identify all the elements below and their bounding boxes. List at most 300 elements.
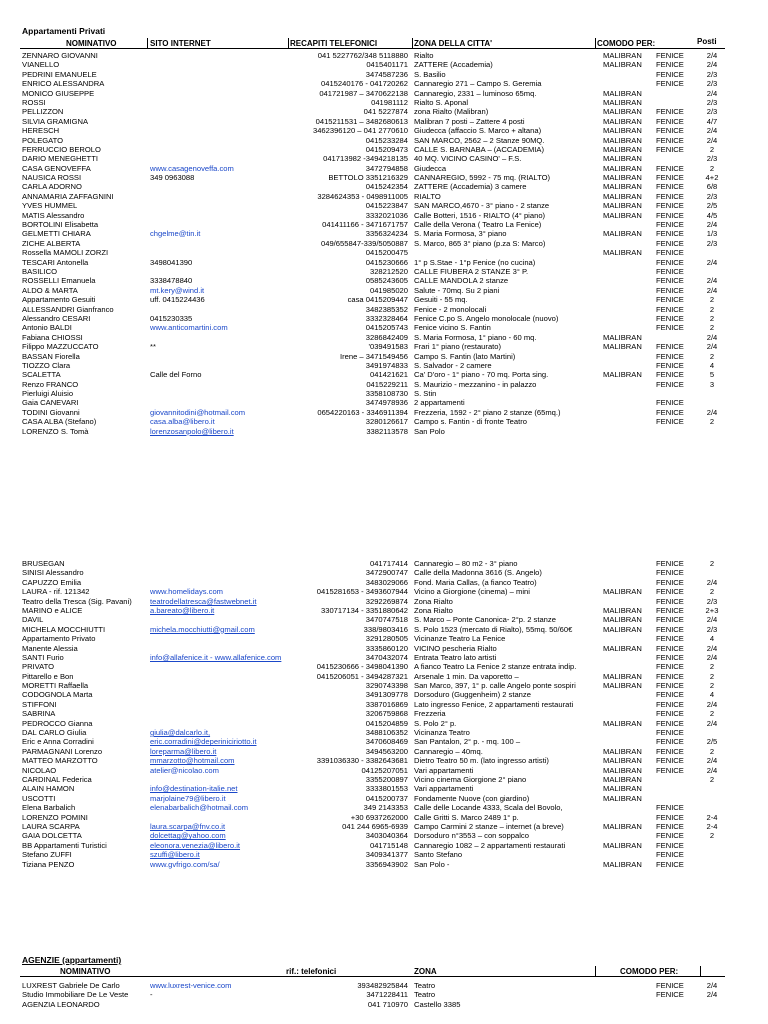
cell-site-link[interactable]: giovannitodini@hotmail.com bbox=[150, 407, 246, 417]
header-site: SITO INTERNET bbox=[150, 39, 211, 48]
cell-zone: Vari appartamenti bbox=[414, 765, 474, 775]
cell-fenice: FENICE bbox=[656, 652, 684, 662]
cell-posti: 2 bbox=[709, 746, 715, 756]
table-row bbox=[0, 192, 768, 201]
cell-malibran: MALIBRAN bbox=[603, 107, 642, 117]
cell-name: Filippo MAZZUCCATO bbox=[22, 342, 99, 352]
cell-posti: 2/4 bbox=[706, 981, 718, 990]
cell-phone: 0415211531 – 3482680613 bbox=[315, 116, 408, 126]
cell-site-link[interactable]: www.homelidays.com bbox=[150, 587, 224, 597]
cell-phone: 0415204859 bbox=[365, 718, 408, 728]
cell-posti: 2 bbox=[709, 671, 715, 681]
cell-zone: Cannaregio – 80 m2 - 3° piano bbox=[414, 559, 518, 568]
table-row bbox=[0, 276, 768, 285]
cell-fenice: FENICE bbox=[656, 238, 684, 248]
cell-name: MICHELA MOCCHIUTTI bbox=[22, 624, 106, 634]
cell-posti: 2 bbox=[709, 417, 715, 427]
cell-site-link[interactable]: info@destination-italie.net bbox=[150, 784, 238, 794]
cell-posti: 2 bbox=[709, 831, 715, 841]
cell-fenice: FENICE bbox=[656, 737, 684, 747]
table-row bbox=[0, 258, 768, 267]
table-header-private bbox=[20, 38, 725, 49]
cell-posti: 3 bbox=[709, 379, 715, 389]
cell-phone: 3292269874 bbox=[365, 596, 408, 606]
cell-fenice: FENICE bbox=[656, 850, 684, 860]
cell-phone: 328212520 bbox=[369, 266, 408, 276]
cell-zone: Teatro bbox=[414, 981, 436, 990]
cell-zone: Campo Carmini 2 stanze – internet (a breve) bbox=[414, 821, 564, 831]
cell-phone: 3291280505 bbox=[365, 634, 408, 644]
private-rows-2 bbox=[0, 559, 768, 869]
table-row bbox=[0, 201, 768, 210]
cell-posti: 2 bbox=[709, 313, 715, 323]
cell-site-link[interactable]: giulia@dalcarlo.it, bbox=[150, 728, 211, 738]
cell-phone: 041981112 bbox=[371, 97, 408, 107]
cell-name: ENRICO ALESSANDRA bbox=[22, 79, 105, 89]
cell-zone: CALLE FIUBERA 2 STANZE 3° P. bbox=[414, 266, 529, 276]
cell-name: SANTI Furio bbox=[22, 652, 64, 662]
cell-malibran: MALIBRAN bbox=[603, 154, 642, 164]
table-row bbox=[0, 89, 768, 98]
cell-phone: 041 244 6965-6939 bbox=[342, 821, 408, 831]
cell-fenice: FENICE bbox=[656, 276, 684, 286]
cell-name: BORTOLINI Elisabetta bbox=[22, 220, 99, 230]
cell-phone: 330717134 - 3351880642 bbox=[321, 605, 408, 615]
cell-malibran: MALIBRAN bbox=[603, 135, 642, 145]
cell-malibran: MALIBRAN bbox=[603, 126, 642, 136]
cell-posti: 2/3 bbox=[706, 154, 718, 164]
cell-phone: 3332328464 bbox=[365, 313, 408, 323]
agency-header-zone: ZONA bbox=[414, 967, 437, 976]
cell-phone: 0415233284 bbox=[365, 135, 408, 145]
section-title-private: Appartamenti Privati bbox=[22, 26, 106, 36]
cell-phone: 3491309778 bbox=[365, 690, 408, 700]
cell-site-link[interactable]: eleonora.venezia@libero.it bbox=[150, 840, 241, 850]
cell-name: ZICHE ALBERTA bbox=[22, 238, 81, 248]
cell-phone: 0415205743 bbox=[365, 323, 408, 333]
cell-posti: 2/4 bbox=[706, 285, 718, 295]
cell-zone: Calle della Verona ( Teatro La Fenice) bbox=[414, 220, 542, 230]
cell-phone: 3403040364 bbox=[365, 831, 408, 841]
cell-malibran: MALIBRAN bbox=[603, 332, 642, 342]
cell-fenice: FENICE bbox=[656, 662, 684, 672]
table-row bbox=[0, 295, 768, 304]
cell-site-link[interactable]: a.bareato@libero.it bbox=[150, 605, 215, 615]
cell-posti: 2/4 bbox=[706, 577, 718, 587]
cell-malibran: MALIBRAN bbox=[603, 784, 642, 794]
cell-zone: S. Salvador - 2 camere bbox=[414, 360, 492, 370]
cell-site-link[interactable]: teatrodellatresca@fastwebnet.it bbox=[150, 596, 257, 606]
cell-zone: Cannaregio, 2331 – luminoso 65mq. bbox=[414, 88, 537, 98]
cell-site-link[interactable]: chgelme@tin.it bbox=[150, 229, 201, 239]
cell-name: CODOGNOLA Marta bbox=[22, 690, 93, 700]
cell-zone: zona Rialto (Malibran) bbox=[414, 107, 489, 117]
cell-zone: S. Polo 1523 (mercato di Rialto), 55mq. 50/60€ bbox=[414, 624, 573, 634]
cell-fenice: FENICE bbox=[656, 351, 684, 361]
cell-name: Fabiana CHIOSSI bbox=[22, 332, 83, 342]
table-row bbox=[0, 389, 768, 398]
table-row bbox=[0, 784, 768, 793]
cell-zone: S. Maurizio - mezzanino - in palazzo bbox=[414, 379, 537, 389]
table-row bbox=[0, 98, 768, 107]
cell-zone: Cannaregio 1082 – 2 appartamenti restaurati bbox=[414, 840, 566, 850]
cell-fenice: FENICE bbox=[656, 559, 684, 568]
cell-phone: 3409341377 bbox=[365, 850, 408, 860]
table-row bbox=[0, 145, 768, 154]
cell-zone: Calle Gritti S. Marco 2489 1° p. bbox=[414, 812, 519, 822]
table-row bbox=[0, 154, 768, 163]
cell-name: ZENNARO GIOVANNI bbox=[22, 51, 98, 60]
cell-fenice: FENICE bbox=[656, 577, 684, 587]
cell-name: ROSSI bbox=[22, 97, 46, 107]
cell-zone: Vicino cinema Giorgione 2° piano bbox=[414, 774, 527, 784]
cell-phone: 3206759868 bbox=[365, 709, 408, 719]
cell-phone: casa 0415209447 bbox=[347, 295, 408, 305]
cell-phone: 3391036330 - 3382643681 bbox=[316, 756, 408, 766]
cell-malibran: MALIBRAN bbox=[603, 793, 642, 803]
cell-zone: San Polo - bbox=[414, 859, 450, 869]
cell-site-link[interactable]: casa.alba@libero.it bbox=[150, 417, 215, 427]
cell-site-link[interactable]: loreparma@libero.it bbox=[150, 746, 217, 756]
cell-posti: 2 bbox=[709, 351, 715, 361]
cell-zone: Calle delle Locande 4333, Scala del Bovolo, bbox=[414, 803, 563, 813]
cell-phone: 3382113578 bbox=[366, 426, 408, 436]
cell-zone: Arsenale 1 min. Da vaporetto – bbox=[414, 671, 519, 681]
cell-fenice: FENICE bbox=[656, 163, 684, 173]
cell-fenice: FENICE bbox=[656, 210, 684, 220]
cell-name: LUXREST Gabriele De Carlo bbox=[22, 981, 120, 990]
cell-phone: 041717414 bbox=[369, 559, 408, 568]
cell-phone: 041721987 – 3470622138 bbox=[319, 88, 408, 98]
cell-site-link[interactable]: www.gvfrigo.com/sa/ bbox=[150, 859, 220, 869]
cell-zone: 1° p S.Stae - 1°p Fenice (no cucina) bbox=[414, 257, 536, 267]
table-row bbox=[0, 286, 768, 295]
table-row bbox=[0, 239, 768, 248]
cell-fenice: FENICE bbox=[656, 803, 684, 813]
cell-name: AGENZIA LEONARDO bbox=[22, 999, 100, 1009]
cell-fenice: FENICE bbox=[656, 417, 684, 427]
cell-phone: 3387016869 bbox=[365, 699, 408, 709]
cell-name: CASA GENOVEFFA bbox=[22, 163, 91, 173]
cell-zone: ZATTERE (Accademia) 3 camere bbox=[414, 182, 527, 192]
cell-phone: 04125207051 bbox=[361, 765, 408, 775]
cell-fenice: FENICE bbox=[656, 191, 684, 201]
cell-name: Pittarello e Bon bbox=[22, 671, 74, 681]
cell-name: NAUSICA ROSSI bbox=[22, 173, 82, 183]
cell-phone: 3470608469 bbox=[365, 737, 408, 747]
cell-fenice: FENICE bbox=[656, 709, 684, 719]
cell-site-link[interactable]: elenabarbalich@hotmail.com bbox=[150, 803, 249, 813]
table-row bbox=[0, 126, 768, 135]
cell-site-link[interactable]: www.casagenoveffa.com bbox=[150, 163, 234, 173]
cell-zone: S. Stin bbox=[414, 389, 437, 399]
cell-posti: 2+3 bbox=[705, 605, 719, 615]
cell-phone: 0585243605 bbox=[365, 276, 408, 286]
cell-name: LAURA SCARPA bbox=[22, 821, 80, 831]
cell-phone: 3482385352 bbox=[365, 304, 408, 314]
cell-site-link[interactable]: dolcettag@yahoo.com bbox=[150, 831, 226, 841]
cell-posti: 2/4 bbox=[706, 756, 718, 766]
cell-site-link[interactable]: info@allafenice.it - www.allafenice.com bbox=[150, 652, 282, 662]
cell-name: CAPUZZO Emilia bbox=[22, 577, 82, 587]
cell-phone: 041715148 bbox=[369, 840, 408, 850]
cell-phone: 3332021036 bbox=[365, 210, 408, 220]
cell-name: SCALETTA bbox=[22, 370, 61, 380]
cell-fenice: FENICE bbox=[656, 144, 684, 154]
cell-malibran: MALIBRAN bbox=[603, 97, 642, 107]
cell-zone: Campo S. Fantin (lato Martini) bbox=[414, 351, 516, 361]
cell-fenice: FENICE bbox=[656, 756, 684, 766]
cell-phone: 338/9803416 bbox=[363, 624, 408, 634]
cell-name: Teatro della Tresca (Sig. Pavani) bbox=[22, 596, 132, 606]
table-row bbox=[0, 747, 768, 756]
cell-zone: S. Marco – Ponte Canonica- 2°p. 2 stanze bbox=[414, 615, 556, 625]
cell-zone: Castello 3385 bbox=[414, 999, 461, 1009]
cell-posti: 2 bbox=[709, 144, 715, 154]
table-row bbox=[0, 672, 768, 681]
cell-name: CARLA ADORNO bbox=[22, 182, 82, 192]
cell-zone: VICINO pescheria Rialto bbox=[414, 643, 497, 653]
cell-posti: 1/3 bbox=[706, 229, 718, 239]
cell-phone: 3284624353 - 0498911005 bbox=[317, 191, 408, 201]
cell-site: 3338478840 bbox=[150, 276, 193, 286]
table-row bbox=[0, 981, 768, 990]
cell-posti: 2/3 bbox=[706, 191, 718, 201]
cell-name: ALLESSANDRI Gianfranco bbox=[22, 304, 114, 314]
cell-fenice: FENICE bbox=[656, 407, 684, 417]
cell-site-link[interactable]: mt.kery@wind.it bbox=[150, 285, 205, 295]
cell-posti: 2-4 bbox=[706, 812, 718, 822]
cell-malibran: MALIBRAN bbox=[603, 210, 642, 220]
table-row bbox=[0, 417, 768, 426]
cell-fenice: FENICE bbox=[656, 116, 684, 126]
cell-name: DAVIL bbox=[22, 615, 44, 625]
cell-name: Appartamento Privato bbox=[22, 634, 96, 644]
table-row bbox=[0, 370, 768, 379]
cell-fenice: FENICE bbox=[656, 107, 684, 117]
cell-name: USCOTTI bbox=[22, 793, 56, 803]
cell-site-link[interactable]: michela.mocchiutti@gmail.com bbox=[150, 624, 255, 634]
cell-zone: Calle Botteri, 1516 - RIALTO (4° piano) bbox=[414, 210, 546, 220]
cell-fenice: FENICE bbox=[656, 699, 684, 709]
cell-malibran: MALIBRAN bbox=[603, 116, 642, 126]
cell-phone: 3355200897 bbox=[365, 774, 408, 784]
cell-phone: Irene – 3471549456 bbox=[340, 351, 408, 361]
cell-name: Rossella MAMOLI ZORZI bbox=[22, 248, 109, 258]
cell-zone: Vari appartamenti bbox=[414, 784, 474, 794]
cell-phone: 3280126617 bbox=[365, 417, 408, 427]
cell-site-link[interactable]: mmarzotto@hotmail.com bbox=[150, 756, 235, 766]
cell-name: ROSSELLI Emanuela bbox=[22, 276, 96, 286]
cell-posti: 5 bbox=[709, 370, 715, 380]
cell-posti: 2/4 bbox=[706, 60, 718, 70]
cell-site-link[interactable]: www.luxrest-venice.com bbox=[150, 981, 232, 990]
table-row bbox=[0, 597, 768, 606]
table-row bbox=[0, 117, 768, 126]
cell-site-link[interactable]: szuffi@libero.it bbox=[150, 850, 200, 860]
cell-fenice: FENICE bbox=[656, 379, 684, 389]
cell-phone: 3471228411 bbox=[366, 990, 408, 1000]
table-row bbox=[0, 211, 768, 220]
cell-name: PELLIZZON bbox=[22, 107, 64, 117]
cell-name: SILVIA GRAMIGNA bbox=[22, 116, 89, 126]
cell-zone: S. Polo 2° p. bbox=[414, 718, 457, 728]
table-row bbox=[0, 1000, 768, 1009]
cell-zone: A fianco Teatro La Fenice 2 stanze entrata indip. bbox=[414, 662, 577, 672]
cell-fenice: FENICE bbox=[656, 981, 684, 990]
cell-site-link[interactable]: lorenzosanpolo@libero.it bbox=[150, 426, 234, 436]
cell-zone: S. Marco, 865 3° piano (p.za S: Marco) bbox=[414, 238, 546, 248]
cell-name: Tiziana PENZO bbox=[22, 859, 75, 869]
cell-fenice: FENICE bbox=[656, 69, 684, 79]
cell-zone: Vicino a Giorgione (cinema) – mini bbox=[414, 587, 530, 597]
cell-fenice: FENICE bbox=[656, 765, 684, 775]
cell-posti: 2 bbox=[709, 295, 715, 305]
header-posti: Posti bbox=[697, 37, 717, 46]
cell-zone: CALLE MANDOLA 2 stanze bbox=[414, 276, 509, 286]
table-row bbox=[0, 766, 768, 775]
cell-posti: 2/4 bbox=[706, 615, 718, 625]
cell-name: LORENZO POMINI bbox=[22, 812, 88, 822]
cell-name: MORETTI Raffaella bbox=[22, 681, 89, 691]
table-row bbox=[0, 681, 768, 690]
cell-posti: 2 bbox=[709, 662, 715, 672]
cell-name: Manente Alessia bbox=[22, 643, 78, 653]
cell-fenice: FENICE bbox=[656, 821, 684, 831]
cell-posti: 2/4 bbox=[706, 643, 718, 653]
table-row bbox=[0, 408, 768, 417]
cell-posti: 2-4 bbox=[706, 821, 718, 831]
cell-site: ** bbox=[150, 342, 156, 352]
cell-zone: Dorsoduro (Guggenheim) 2 stanze bbox=[414, 690, 531, 700]
table-row bbox=[0, 587, 768, 596]
cell-fenice: FENICE bbox=[656, 173, 684, 183]
table-row bbox=[0, 578, 768, 587]
cell-posti: 2/4 bbox=[706, 765, 718, 775]
cell-name: MARINO e ALICE bbox=[22, 605, 83, 615]
cell-fenice: FENICE bbox=[656, 257, 684, 267]
cell-fenice: FENICE bbox=[656, 266, 684, 276]
table-row bbox=[0, 737, 768, 746]
cell-name: ANNAMARIA ZAFFAGNINI bbox=[22, 191, 114, 201]
cell-posti: 2 bbox=[709, 559, 715, 568]
cell-phone: 393482925844 bbox=[357, 981, 408, 990]
cell-fenice: FENICE bbox=[656, 859, 684, 869]
cell-malibran: MALIBRAN bbox=[603, 615, 642, 625]
table-row bbox=[0, 822, 768, 831]
cell-fenice: FENICE bbox=[656, 812, 684, 822]
cell-name: MATIS Alessandro bbox=[22, 210, 85, 220]
table-row bbox=[0, 220, 768, 229]
cell-name: CASA ALBA (Stefano) bbox=[22, 417, 97, 427]
cell-phone: 0415200475 bbox=[365, 248, 408, 258]
cell-fenice: FENICE bbox=[656, 295, 684, 305]
cell-phone: 3470432074 bbox=[365, 652, 408, 662]
cell-site-link[interactable]: eric.corradini@deperiniciriotto.it bbox=[150, 737, 257, 747]
cell-phone: 3491974833 bbox=[365, 360, 408, 370]
table-row bbox=[0, 229, 768, 238]
cell-phone: BETTOLO 3351216329 bbox=[328, 173, 408, 183]
cell-zone: RIALTO bbox=[414, 191, 441, 201]
cell-site-link[interactable]: atelier@nicolao.com bbox=[150, 765, 219, 775]
cell-phone: 3333801553 bbox=[365, 784, 408, 794]
cell-fenice: FENICE bbox=[656, 79, 684, 89]
cell-phone: 0415230666 bbox=[365, 257, 408, 267]
cell-phone: 041985020 bbox=[369, 285, 408, 295]
cell-site-link[interactable]: www.anticomartini.com bbox=[150, 323, 228, 333]
cell-zone: Lato ingresso Fenice, 2 appartamenti restaurati bbox=[414, 699, 574, 709]
cell-malibran: MALIBRAN bbox=[603, 51, 642, 60]
table-row bbox=[0, 850, 768, 859]
cell-phone: 3483029066 bbox=[365, 577, 408, 587]
cell-malibran: MALIBRAN bbox=[603, 201, 642, 211]
private-rows bbox=[0, 51, 768, 436]
cell-zone: San Polo bbox=[414, 426, 445, 436]
cell-name: BB Appartamenti Turistici bbox=[22, 840, 107, 850]
table-row bbox=[0, 398, 768, 407]
cell-malibran: MALIBRAN bbox=[603, 605, 642, 615]
table-row bbox=[0, 323, 768, 332]
cell-name: LAURA - rif. 121342 bbox=[22, 587, 90, 597]
cell-phone: '039491583 bbox=[368, 342, 408, 352]
cell-posti: 2 bbox=[709, 323, 715, 333]
cell-phone: 3286842409 bbox=[365, 332, 408, 342]
table-row bbox=[0, 653, 768, 662]
table-row bbox=[0, 361, 768, 370]
table-row bbox=[0, 615, 768, 624]
table-row bbox=[0, 51, 768, 60]
cell-fenice: FENICE bbox=[656, 60, 684, 70]
cell-fenice: FENICE bbox=[656, 718, 684, 728]
cell-posti: 4 bbox=[709, 634, 715, 644]
cell-fenice: FENICE bbox=[656, 342, 684, 352]
cell-name: FERRUCCIO BEROLO bbox=[22, 144, 101, 154]
table-row bbox=[0, 314, 768, 323]
table-row bbox=[0, 342, 768, 351]
table-row bbox=[0, 700, 768, 709]
cell-phone: 3358108730 bbox=[365, 389, 408, 399]
table-row bbox=[0, 305, 768, 314]
header-phone: RECAPITI TELEFONICI bbox=[290, 39, 378, 48]
cell-zone: ZATTERE (Accademia) bbox=[414, 60, 493, 70]
cell-posti: 2/4 bbox=[706, 342, 718, 352]
cell-zone: Rialto bbox=[414, 51, 434, 60]
cell-zone: Teatro bbox=[414, 990, 436, 1000]
cell-malibran: MALIBRAN bbox=[603, 774, 642, 784]
cell-fenice: FENICE bbox=[656, 596, 684, 606]
cell-zone: Vicinanze Teatro La Fenice bbox=[414, 634, 506, 644]
cell-posti: 4/7 bbox=[706, 116, 718, 126]
cell-name: LORENZO S. Tomà bbox=[22, 426, 89, 436]
cell-phone: 3494563200 bbox=[365, 746, 408, 756]
cell-zone: 40 MQ. VICINO CASINO' – F.S. bbox=[414, 154, 522, 164]
cell-fenice: FENICE bbox=[656, 690, 684, 700]
cell-name: Renzo FRANCO bbox=[22, 379, 79, 389]
table-row bbox=[0, 182, 768, 191]
cell-fenice: FENICE bbox=[656, 643, 684, 653]
cell-name: NICOLAO bbox=[22, 765, 57, 775]
cell-site: uff. 0415224436 bbox=[150, 295, 205, 305]
cell-name: DAL CARLO Giulia bbox=[22, 728, 87, 738]
cell-zone: Fenice C.po S. Angelo monolocale (nuovo) bbox=[414, 313, 559, 323]
cell-fenice: FENICE bbox=[656, 681, 684, 691]
cell-zone: Entrata Teatro lato artisti bbox=[414, 652, 497, 662]
cell-site-link[interactable]: laura.scarpa@fnv.co.it bbox=[150, 821, 226, 831]
cell-site-link[interactable]: marjolaine79@libero.it bbox=[150, 793, 226, 803]
table-row bbox=[0, 709, 768, 718]
cell-posti: 2 bbox=[709, 709, 715, 719]
cell-malibran: MALIBRAN bbox=[603, 840, 642, 850]
